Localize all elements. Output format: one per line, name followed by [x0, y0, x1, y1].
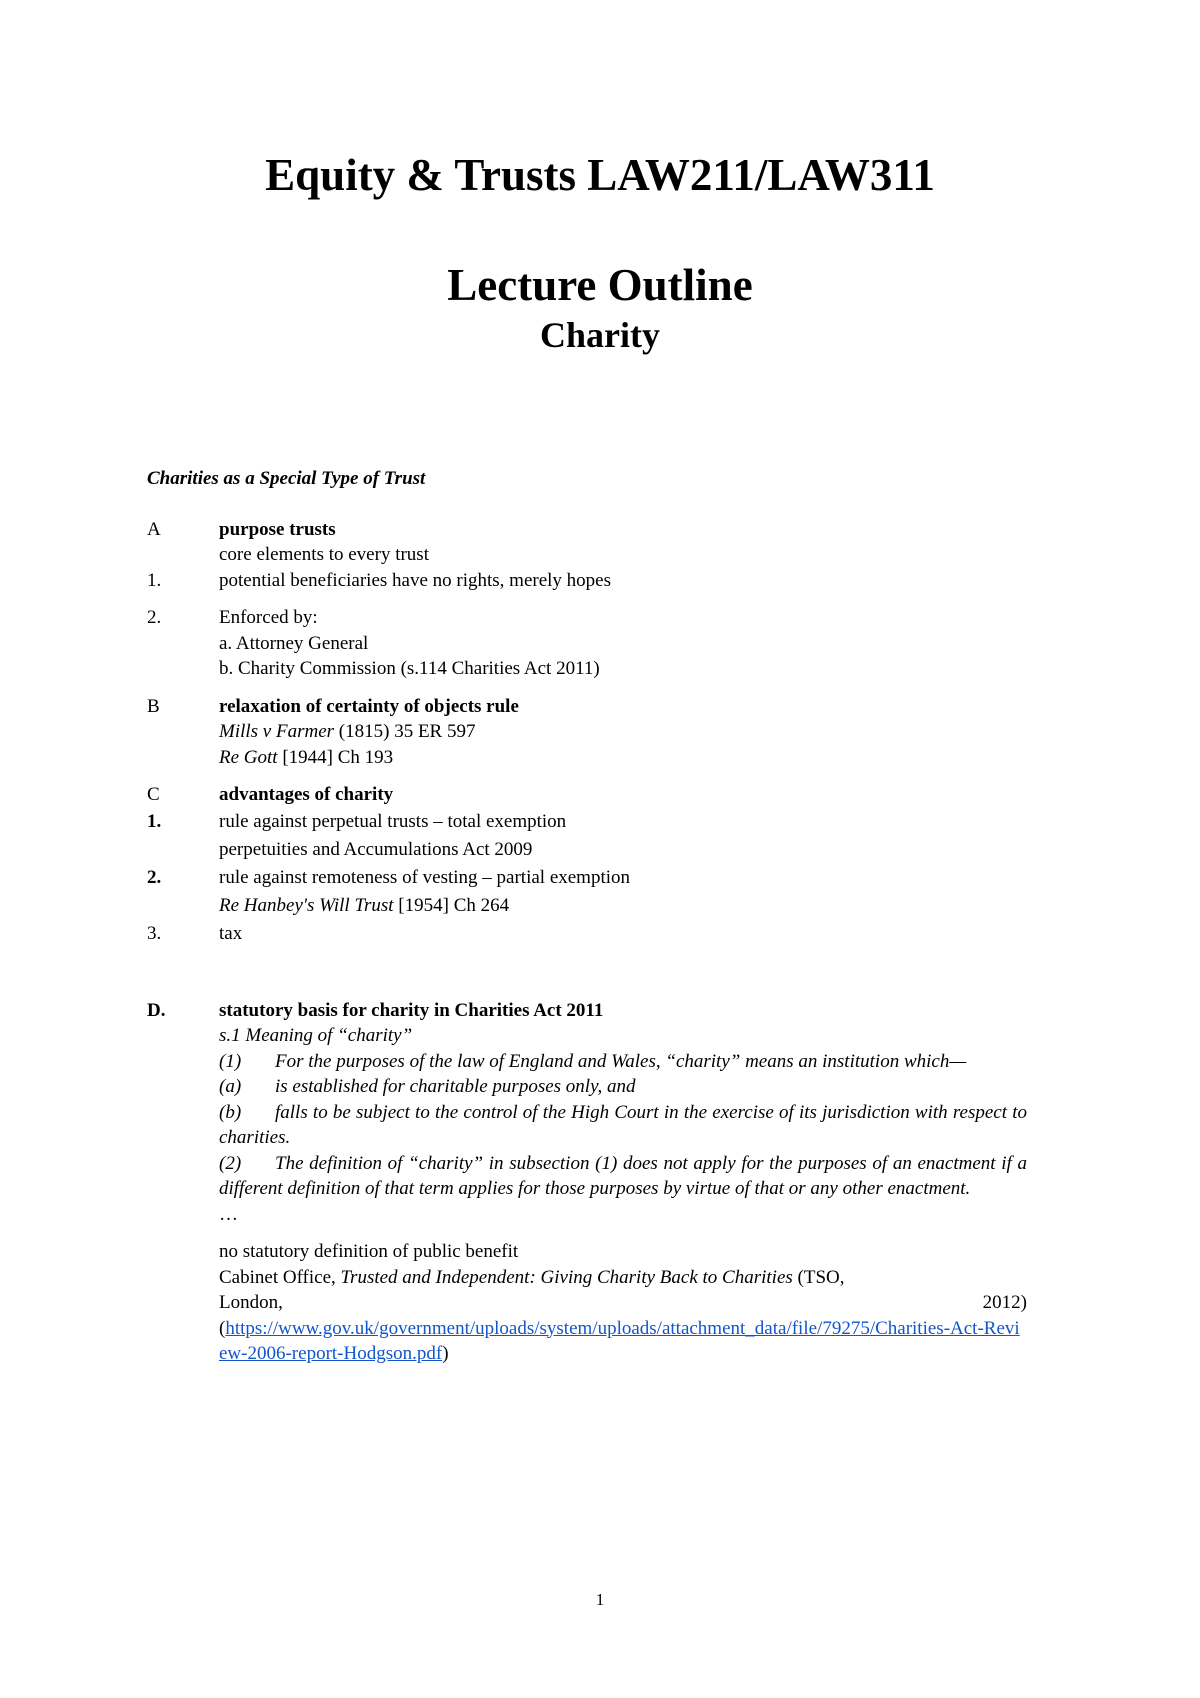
list-item-text: potential beneficiaries have no rights, merely hopes	[219, 569, 612, 591]
list-item	[147, 864, 1027, 892]
section-a	[147, 517, 1027, 543]
section-d	[147, 998, 1027, 1024]
case-cite: [1954] Ch 264	[393, 894, 510, 916]
list-item-text: rule against remoteness of vesting – partial exemption	[219, 866, 631, 888]
section-b	[147, 694, 1027, 720]
case-name: Re Gott	[219, 746, 278, 768]
case-citation	[219, 745, 1027, 771]
page-number: 1	[595, 1590, 605, 1609]
list-item-subtext: perpetuities and Accumulations Act 2009	[219, 838, 533, 860]
statute-paragraph	[219, 1074, 1027, 1100]
section-b-heading: relaxation of certainty of objects rule	[219, 695, 519, 717]
public-benefit-note: no statutory definition of public benefit	[219, 1241, 519, 1262]
reference-place: London,	[219, 1292, 283, 1313]
section-a-heading: purpose trusts	[219, 518, 336, 540]
list-item-number: 2.	[147, 866, 162, 888]
list-item-text: Enforced by:	[219, 607, 318, 628]
paragraph-number: (1)	[219, 1050, 242, 1072]
case-citation	[219, 719, 1027, 745]
reference-year: 2012)	[982, 1292, 1027, 1313]
paragraph-text: For the purposes of the law of England and Wales, “charity” means an institution which—	[275, 1050, 967, 1072]
list-item	[147, 920, 1027, 948]
paragraph-text: falls to be subject to the control of the High Court in the exercise of its jurisdiction with respect to charities.	[219, 1101, 1027, 1148]
section-b-label: B	[147, 695, 160, 717]
enforcer-charity-commission: b. Charity Commission (s.114 Charities Act 2011)	[219, 658, 600, 679]
paragraph-number: (b)	[219, 1101, 242, 1123]
document-subtitle: Lecture Outline	[447, 260, 753, 310]
reference-title: Trusted and Independent: Giving Charity Back to Charities	[340, 1266, 793, 1288]
case-citation	[219, 892, 1027, 920]
section-c	[147, 782, 1027, 808]
section-a-intro: core elements to every trust	[219, 544, 429, 565]
paragraph-text: The definition of “charity” in subsection (1) does not apply for the purposes of an enactment if a different definition of that term applies for those purposes by virtue of that or any other enactment.	[219, 1152, 1027, 1199]
open-paren: (	[219, 1317, 226, 1339]
reference-url-line	[219, 1316, 1027, 1367]
section-c-label: C	[147, 784, 160, 805]
statute-paragraph	[219, 1049, 1027, 1075]
section-a-label: A	[147, 518, 161, 540]
list-item	[147, 808, 1027, 836]
list-item-number: 2.	[147, 607, 162, 628]
document-body	[147, 466, 1027, 1367]
ellipsis: …	[219, 1203, 238, 1225]
paragraph-text: is established for charitable purposes only, and	[275, 1076, 636, 1097]
reference	[219, 1265, 1027, 1291]
case-cite: (1815) 35 ER 597	[334, 721, 476, 742]
close-paren: )	[442, 1343, 449, 1364]
reference-line-2	[219, 1290, 1027, 1316]
case-name: Mills v Farmer	[219, 721, 335, 742]
statute-paragraph	[219, 1151, 1027, 1202]
paragraph-number: (2)	[219, 1152, 242, 1174]
section-heading: Charities as a Special Type of Trust	[147, 468, 426, 489]
reference-publisher: (TSO,	[792, 1266, 845, 1288]
document-title: Equity & Trusts LAW211/LAW311	[265, 150, 935, 200]
statute-section-heading: s.1 Meaning of “charity”	[219, 1025, 413, 1046]
statute-paragraph	[219, 1100, 1027, 1151]
list-item-number: 1.	[147, 810, 162, 832]
enforcer-attorney-general: a. Attorney General	[219, 632, 369, 654]
list-item	[147, 605, 1027, 631]
list-item-text: rule against perpetual trusts – total exemption	[219, 810, 567, 832]
reference-author: Cabinet Office,	[219, 1266, 341, 1288]
list-item-number: 1.	[147, 569, 162, 591]
document-topic: Charity	[540, 315, 660, 355]
list-item-text: tax	[219, 922, 243, 944]
case-name: Re Hanbey's Will Trust	[219, 894, 394, 916]
list-item-number: 3.	[147, 922, 162, 944]
section-d-heading: statutory basis for charity in Charities Act 2011	[219, 999, 604, 1021]
paragraph-number: (a)	[219, 1076, 242, 1097]
section-d-label: D.	[147, 999, 166, 1021]
section-c-heading: advantages of charity	[219, 784, 394, 805]
case-cite: [1944] Ch 193	[277, 746, 394, 768]
reference-link[interactable]: https://www.gov.uk/government/uploads/system/uploads/attachment_data/file/79275/Charities-Act-Review-2006-report-Hodgson.pdf	[219, 1317, 1020, 1364]
list-item	[147, 568, 1027, 594]
